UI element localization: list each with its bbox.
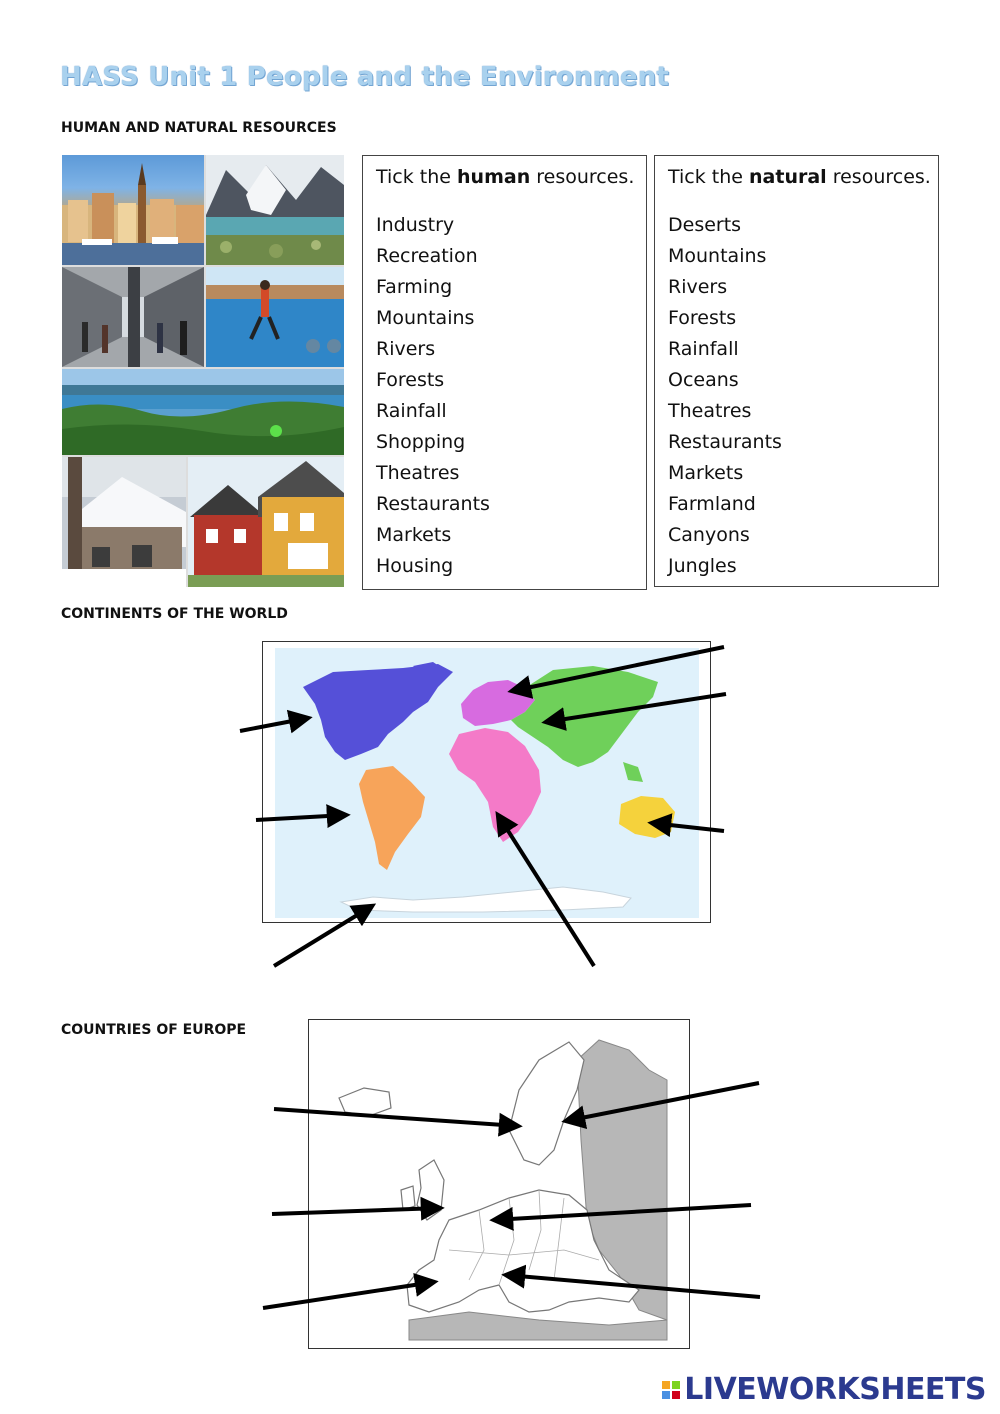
human-item[interactable]: Markets — [376, 524, 452, 546]
page-title: HASS Unit 1 People and the Environment — [60, 62, 670, 92]
natural-item[interactable]: Deserts — [668, 214, 742, 236]
natural-item[interactable]: Rivers — [668, 276, 728, 298]
human-item[interactable]: Rainfall — [376, 400, 447, 422]
human-item[interactable]: Rivers — [376, 338, 436, 360]
arrow-europe-uk — [272, 1208, 440, 1214]
human-item[interactable]: Forests — [376, 369, 445, 391]
arrow-europe-norway — [274, 1109, 518, 1126]
section-heading-continents: CONTINENTS OF THE WORLD — [61, 606, 288, 622]
natural-item[interactable]: Restaurants — [668, 431, 782, 453]
arrow-europe-finland — [566, 1083, 759, 1121]
natural-item[interactable]: Markets — [668, 462, 744, 484]
natural-item[interactable]: Canyons — [668, 524, 750, 546]
natural-item[interactable]: Mountains — [668, 245, 767, 267]
human-item[interactable]: Housing — [376, 555, 454, 577]
section-heading-resources: HUMAN AND NATURAL RESOURCES — [61, 120, 337, 136]
natural-item[interactable]: Oceans — [668, 369, 739, 391]
natural-item[interactable]: Forests — [668, 307, 737, 329]
human-item[interactable]: Restaurants — [376, 493, 490, 515]
human-resources-prompt: Tick the human resources. — [376, 166, 635, 188]
logo-mark-icon — [662, 1381, 680, 1399]
human-item[interactable]: Shopping — [376, 431, 466, 453]
natural-item[interactable]: Jungles — [668, 555, 737, 577]
natural-resources-prompt: Tick the natural resources. — [668, 166, 931, 188]
arrow-europe-spain — [263, 1282, 434, 1308]
liveworksheets-logo — [662, 1372, 986, 1407]
human-item[interactable]: Theatres — [376, 462, 460, 484]
human-item[interactable]: Mountains — [376, 307, 475, 329]
natural-item[interactable]: Theatres — [668, 400, 752, 422]
arrow-europe-italy — [506, 1275, 760, 1297]
section-heading-europe: COUNTRIES OF EUROPE — [61, 1022, 247, 1038]
human-item[interactable]: Industry — [376, 214, 455, 236]
natural-item[interactable]: Rainfall — [668, 338, 739, 360]
arrow-europe-germany — [494, 1205, 751, 1220]
human-item[interactable]: Farming — [376, 276, 453, 298]
natural-item[interactable]: Farmland — [668, 493, 756, 515]
logo-text: LIVEWORKSHEETS — [684, 1372, 986, 1407]
human-item[interactable]: Recreation — [376, 245, 478, 267]
